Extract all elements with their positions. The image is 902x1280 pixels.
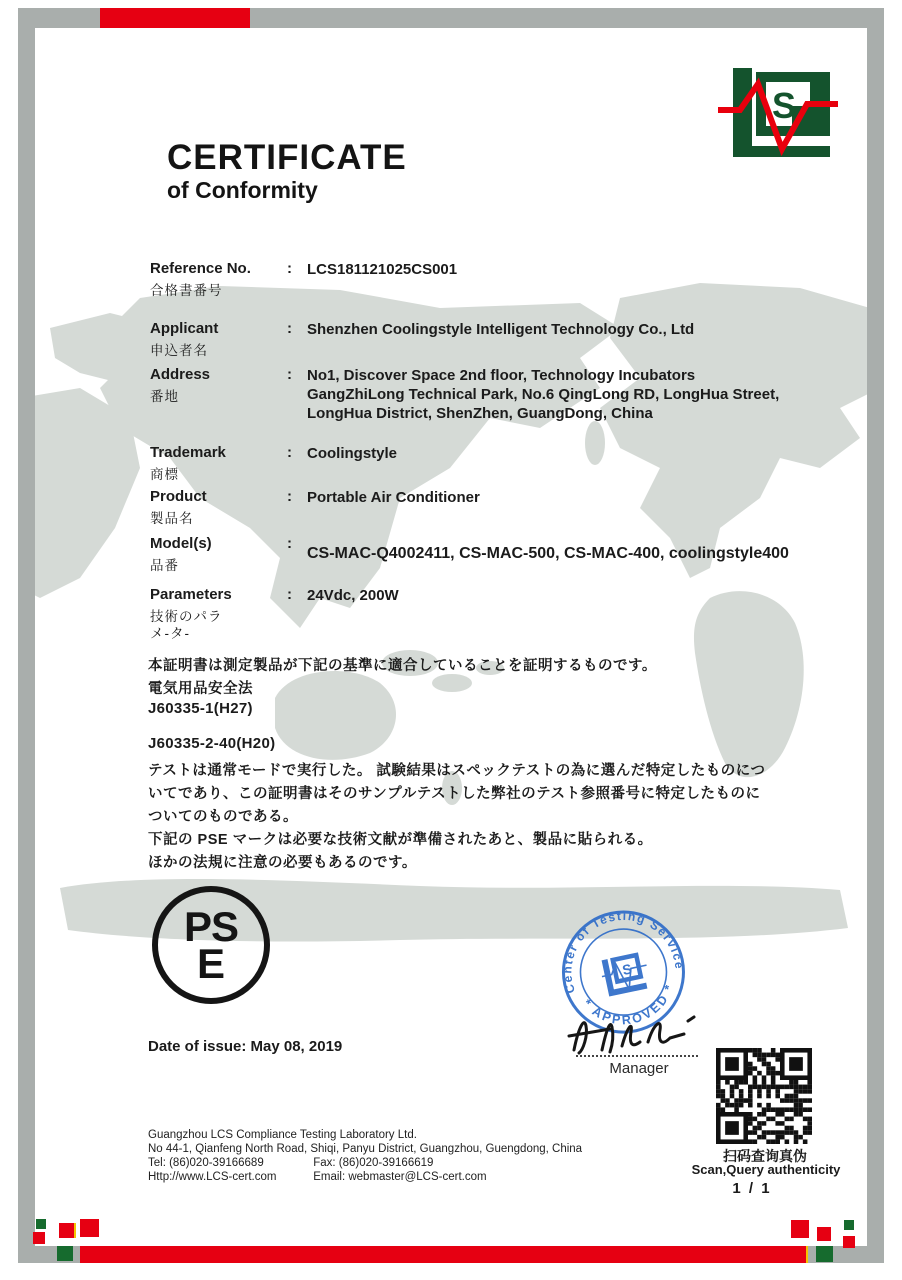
deco-square <box>791 1220 809 1238</box>
notes-line: ついてのものである。 <box>148 809 298 825</box>
frame-top-red-accent <box>100 8 250 28</box>
notes-paragraph <box>148 760 848 875</box>
field-label-jp: 番地 <box>150 388 179 404</box>
stamp-center-letter: S <box>620 960 634 979</box>
field-models <box>150 535 840 574</box>
field-colon: : <box>287 586 292 603</box>
deco-square <box>843 1236 855 1248</box>
field-parameters <box>150 586 840 643</box>
frame-left-bar <box>18 8 35 1263</box>
field-address <box>150 366 840 422</box>
manager-label: Manager <box>609 1060 669 1077</box>
stamp-arc-top-text: Center of Testing Service <box>560 908 687 995</box>
logo-letter: S <box>771 85 797 126</box>
deco-square <box>816 1246 833 1262</box>
deco-square <box>80 1219 99 1237</box>
footer-web-email <box>148 1170 628 1184</box>
field-value: LCS181121025CS001 <box>307 261 458 278</box>
field-label-jp: 技術のパラメ-タ- <box>150 608 223 642</box>
qr-code-icon <box>716 1048 812 1144</box>
field-label: Product 製品名 <box>150 488 282 527</box>
field-value: Portable Air Conditioner <box>307 489 480 506</box>
notes-line: ほかの法規に注意の必要もあるのです。 <box>148 855 417 871</box>
footer-tel-fax <box>148 1156 628 1170</box>
field-label-jp: 製品名 <box>150 510 194 526</box>
stamp-arc-bottom-text: * APPROVED * <box>580 981 678 1028</box>
notes-line: 下記の PSE マークは必要な技術文献が準備されたあと、製品に貼られる。 <box>148 832 653 848</box>
field-trademark <box>150 444 840 483</box>
field-label: Trademark 商標 <box>150 444 282 483</box>
footer <box>148 1128 628 1184</box>
field-value: 24Vdc, 200W <box>307 587 399 604</box>
pse-mark-ps: PS <box>183 902 239 950</box>
field-label: Parameters 技術のパラメ-タ- <box>150 586 282 643</box>
field-colon: : <box>287 488 292 505</box>
footer-email: Email: webmaster@LCS-cert.com <box>313 1171 487 1183</box>
deco-square <box>33 1232 45 1244</box>
page-indicator: 1 / 1 <box>732 1180 772 1197</box>
title-block <box>167 140 407 202</box>
signature-line <box>576 1055 698 1057</box>
page-subtitle: of Conformity <box>167 177 318 203</box>
field-label: Applicant 申込者名 <box>150 320 282 359</box>
field-applicant <box>150 320 840 359</box>
field-label: Address 番地 <box>150 366 282 405</box>
frame-bottom-red-accent <box>80 1246 808 1263</box>
footer-website: Http://www.LCS-cert.com <box>148 1171 277 1183</box>
field-label-jp: 合格書番号 <box>150 282 223 298</box>
footer-tel: Tel: (86)020-39166689 <box>148 1157 264 1169</box>
deco-square <box>57 1246 73 1261</box>
qr-caption-cn: 扫码查询真伪 <box>723 1148 807 1164</box>
field-value: Coolingstyle <box>307 445 398 462</box>
statement-line: 本証明書は測定製品が下記の基準に適合していることを証明するものです。 <box>148 658 657 674</box>
page-title: CERTIFICATE <box>167 138 407 177</box>
statement-law: 電気用品安全法 <box>148 681 253 697</box>
field-colon: : <box>287 260 292 277</box>
lcs-logo-icon <box>726 60 846 167</box>
statement-standard-1: J60335-1(H27) <box>148 700 253 717</box>
field-colon: : <box>287 320 292 337</box>
qr-caption-en: Scan,Query authenticity <box>691 1162 841 1177</box>
deco-square <box>844 1220 854 1230</box>
frame-right-bar <box>867 8 884 1263</box>
deco-square <box>36 1219 46 1229</box>
field-product <box>150 488 840 527</box>
date-of-issue: Date of issue: May 08, 2019 <box>148 1038 343 1055</box>
footer-address: No 44-1, Qianfeng North Road, Shiqi, Panyu District, Guangzhou, Guengdong, China <box>148 1143 583 1155</box>
field-colon: : <box>287 366 292 383</box>
deco-square <box>59 1223 76 1238</box>
field-colon: : <box>287 535 292 552</box>
pse-mark-e: E <box>196 939 225 987</box>
pse-mark-icon <box>152 886 270 1004</box>
field-label-jp: 商標 <box>150 466 179 482</box>
field-value: No1, Discover Space 2nd floor, Technology Incubators GangZhiLong Technical Park, No.6 QingLong RD, LongHua Street, LongHua District, ShenZhen, GuangDong, China <box>307 367 780 422</box>
statement-standard-2: J60335-2-40(H20) <box>148 735 276 752</box>
field-label: Model(s) 品番 <box>150 535 282 574</box>
deco-square <box>817 1227 831 1241</box>
field-reference-no <box>150 260 840 299</box>
field-colon: : <box>287 444 292 461</box>
field-label: Reference No. 合格書番号 <box>150 260 282 299</box>
notes-line: テストは通常モードで実行した。 試験結果はスペックテストの為に選んだ特定したものにつ <box>148 763 766 779</box>
footer-fax: Fax: (86)020-39166619 <box>313 1157 434 1169</box>
field-value: Shenzhen Coolingstyle Intelligent Technology Co., Ltd <box>307 321 695 338</box>
notes-line: いてであり、この証明書はそのサンプルテストした弊社のテスト参照番号に特定したものに <box>148 786 761 802</box>
field-label-jp: 申込者名 <box>150 342 208 358</box>
field-label-jp: 品番 <box>150 557 179 573</box>
footer-company: Guangzhou LCS Compliance Testing Laboratory Ltd. <box>148 1129 417 1141</box>
field-value: CS-MAC-Q4002411, CS-MAC-500, CS-MAC-400, coolingstyle400 <box>307 545 789 562</box>
